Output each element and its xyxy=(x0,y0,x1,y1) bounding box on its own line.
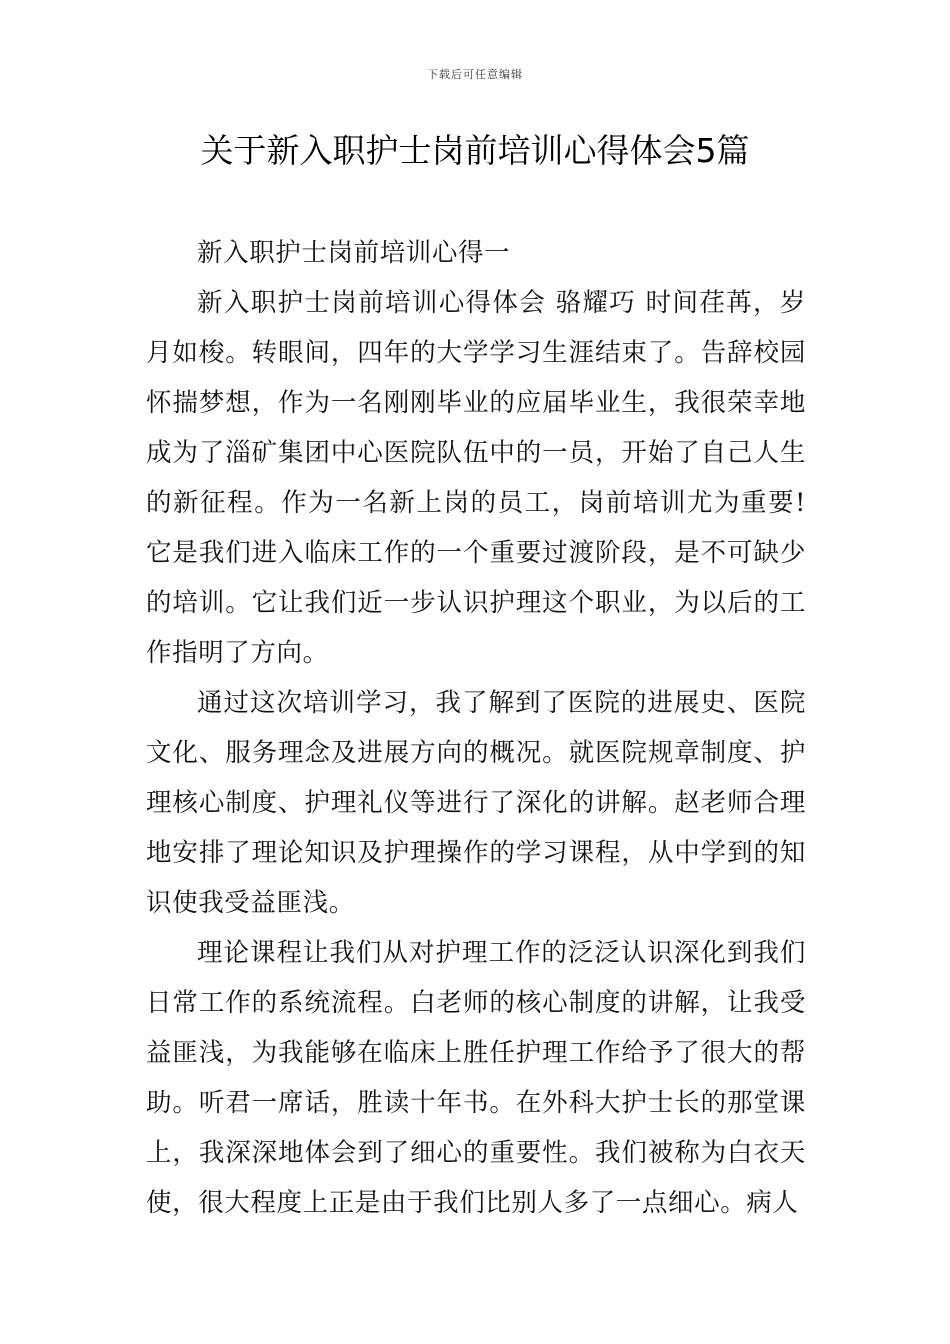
section-heading: 新入职护士岗前培训心得一 xyxy=(197,238,511,268)
paragraph-3: 理论课程让我们从对护理工作的泛泛认识深化到我们日常工作的系统流程。白老师的核心制度的讲解，让我受益匪浅，为我能够在临床上胜任护理工作给予了很大的帮助。听君一席话，胜读十年书。在外科大护士长的那堂课上，我深深地体会到了细心的重要性。我们被称为白衣天使，很大程度上正是由于我们比别人多了一点细心。病人 xyxy=(146,938,806,1218)
document-title: 关于新入职护士岗前培训心得体会5篇 xyxy=(200,131,750,170)
header-note: 下载后可任意编辑 xyxy=(427,68,523,81)
paragraph-2: 通过这次培训学习，我了解到了医院的进展史、医院文化、服务理念及进展方向的概况。就医院规章制度、护理核心制度、护理礼仪等进行了深化的讲解。赵老师合理地安排了理论知识及护理操作的学习课程，从中学到的知识使我受益匪浅。 xyxy=(146,688,806,918)
document-body xyxy=(146,228,806,1228)
paragraph-1: 新入职护士岗前培训心得体会 骆耀巧 时间荏苒，岁月如梭。转眼间，四年的大学学习生涯结束了。告辞校园怀揣梦想，作为一名刚刚毕业的应届毕业生，我很荣幸地成为了淄矿集团中心医院队伍中的一员，开始了自己人生的新征程。作为一名新上岗的员工，岗前培训尤为重要!它是我们进入临床工作的一个重要过渡阶段，是不可缺少的培训。它让我们近一步认识护理这个职业，为以后的工作指明了方向。 xyxy=(146,288,806,668)
